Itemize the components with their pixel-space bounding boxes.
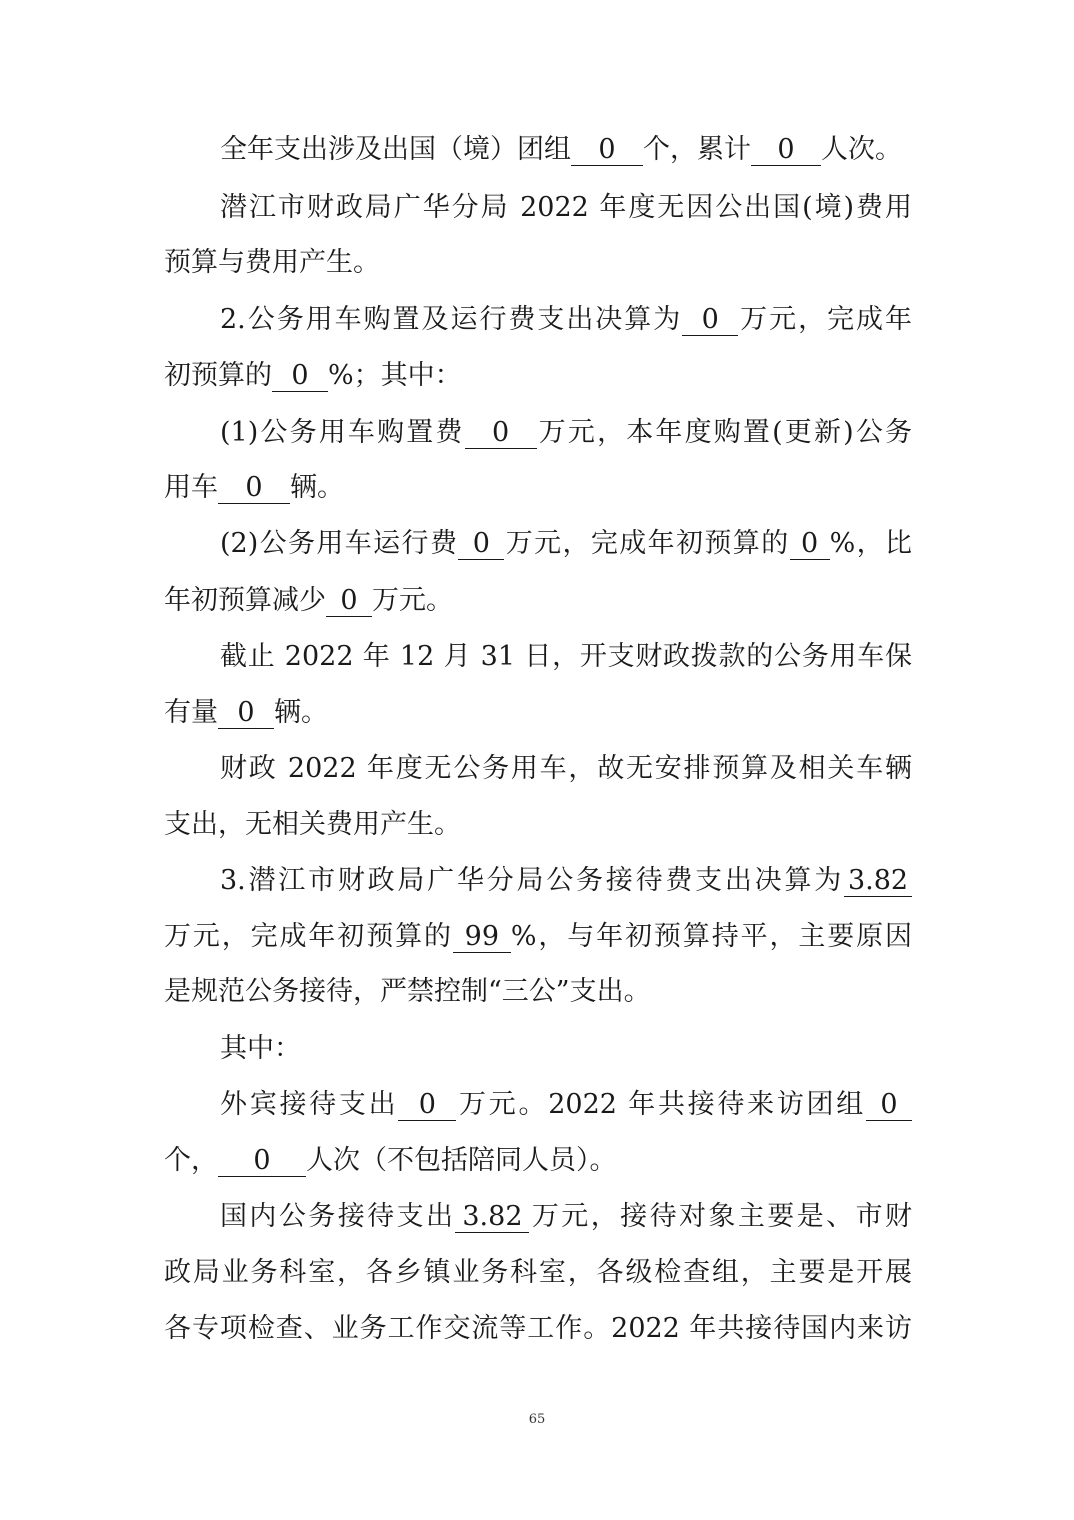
underlined-value: 0 [682, 305, 738, 336]
text-segment: 万元，完成年 [738, 304, 912, 335]
underlined-value: 0 [751, 135, 821, 166]
text-segment: 潜江市财政局广华分局 2022 年度无因公出国(境)费用 [220, 192, 912, 223]
text-line [220, 128, 912, 172]
underlined-value: 0 [272, 361, 328, 392]
underlined-value: 0 [866, 1090, 912, 1121]
underlined-value: 99 [453, 922, 511, 953]
text-segment: 其中： [220, 1033, 301, 1064]
text-segment: 万元，完成年初预算的 [164, 921, 453, 952]
text-segment: %，与年初预算持平，主要原因 [510, 921, 912, 952]
page-number: 65 [528, 1412, 546, 1427]
text-segment: 辆。 [274, 697, 328, 728]
text-segment: 万元，完成年初预算的 [504, 528, 790, 559]
text-line [164, 241, 912, 285]
text-line [164, 354, 912, 398]
underlined-value: 0 [218, 698, 274, 729]
text-segment: 人次（不包括陪同人员）。 [306, 1145, 617, 1176]
text-segment: 辆。 [290, 472, 344, 503]
text-line [164, 1251, 912, 1295]
text-line [164, 466, 912, 510]
text-segment: (1)公务用车购置费 [220, 417, 465, 448]
text-line [220, 635, 912, 679]
underlined-value: 3.82 [844, 866, 912, 897]
text-segment: 截止 2022 年 12 月 31 日，开支财政拨款的公务用车保 [220, 641, 912, 672]
text-line [220, 1083, 912, 1127]
text-line [164, 1307, 912, 1351]
text-segment: 有量 [164, 697, 218, 728]
text-line [164, 970, 912, 1014]
underlined-value: 0 [790, 529, 830, 560]
underlined-value: 3.82 [455, 1202, 529, 1233]
text-segment: 全年支出涉及出国（境）团组 [220, 134, 571, 165]
text-segment: 2.公务用车购置及运行费支出决算为 [220, 304, 683, 335]
text-segment: 预算与费用产生。 [164, 247, 380, 278]
text-segment: 用车 [164, 472, 218, 503]
text-segment: 个， [164, 1145, 218, 1176]
text-segment: 是规范公务接待，严禁控制“三公”支出。 [164, 976, 651, 1007]
text-segment: 初预算的 [164, 360, 272, 391]
underlined-value: 0 [465, 418, 537, 449]
text-line [220, 747, 912, 791]
text-line [164, 1139, 912, 1183]
text-line [164, 579, 912, 623]
text-line [164, 691, 912, 735]
text-line [220, 298, 912, 342]
text-line [220, 1027, 912, 1071]
text-line [220, 186, 912, 230]
text-segment: (2)公务用车运行费 [220, 528, 459, 559]
text-segment: %；其中： [328, 360, 462, 391]
underlined-value: 0 [218, 473, 290, 504]
text-line [220, 522, 912, 566]
text-segment: 万元。2022 年共接待来访团组 [456, 1089, 866, 1120]
text-segment: 支出，无相关费用产生。 [164, 809, 461, 840]
text-segment: 3.潜江市财政局广华分局公务接待费支出决算为 [220, 865, 844, 896]
underlined-value: 0 [458, 529, 504, 560]
text-line [164, 915, 912, 959]
underlined-value: 0 [571, 135, 643, 166]
text-segment: 万元，接待对象主要是、市财 [529, 1201, 912, 1232]
text-segment: 国内公务接待支出 [220, 1201, 456, 1232]
text-line [220, 411, 912, 455]
text-line [164, 803, 912, 847]
text-line [220, 859, 912, 903]
text-segment: 各专项检查、业务工作交流等工作。2022 年共接待国内来访 [164, 1313, 912, 1344]
text-segment: 万元。 [372, 585, 453, 616]
text-segment: 个，累计 [643, 134, 751, 165]
underlined-value: 0 [398, 1090, 456, 1121]
text-line [220, 1195, 912, 1239]
text-segment: 政局业务科室，各乡镇业务科室，各级检查组，主要是开展 [164, 1257, 912, 1288]
text-segment: 财政 2022 年度无公务用车，故无安排预算及相关车辆 [220, 753, 912, 784]
text-segment: 万元，本年度购置(更新)公务 [536, 417, 912, 448]
underlined-value: 0 [326, 586, 372, 617]
text-segment: 人次。 [821, 134, 902, 165]
underlined-value: 0 [218, 1146, 306, 1177]
text-segment: %，比 [829, 528, 912, 559]
text-segment: 外宾接待支出 [220, 1089, 399, 1120]
text-segment: 年初预算减少 [164, 585, 326, 616]
